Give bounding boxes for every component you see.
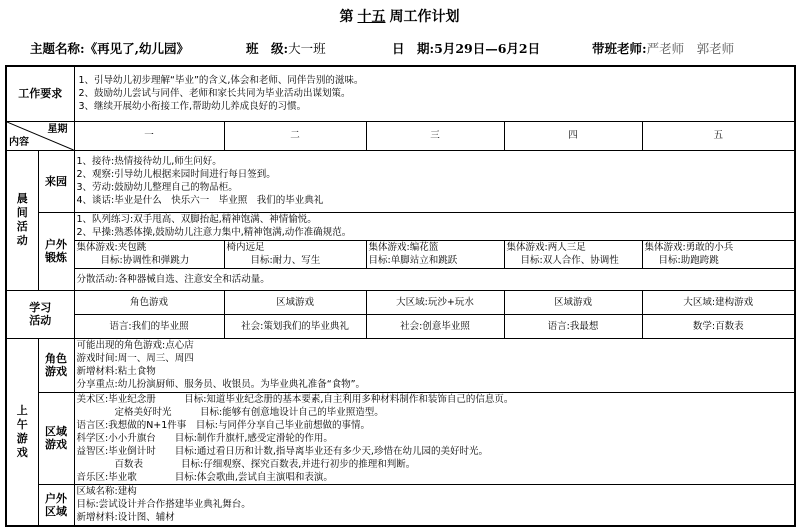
list-item: 定格美好时光 目标:能够有创意地设计自己的毕业照造型。 (76, 406, 384, 418)
list-item: 新增材料:粘土食物 (76, 366, 156, 377)
game-fri: 集体游戏:勇敢的小兵 目标:助跑跨跳 (642, 240, 795, 268)
list-item: 2、观察:引导幼儿根据来园时间进行每日签到。 (76, 169, 276, 180)
list-item: 2、早操:熟悉体操,鼓励幼儿注意力集中,精神饱满,动作准确规范。 (76, 227, 352, 238)
study-row-1 (6, 290, 795, 314)
work-req-row (6, 66, 795, 121)
arrival-label: 来园 (38, 150, 74, 212)
role-content (74, 338, 795, 392)
list-item: 2、鼓励幼儿尝试与同伴、老师和家长共同为毕业活动出谋划策。 (78, 88, 351, 100)
day-thu: 四 (504, 121, 642, 150)
game-wed: 集体游戏:编花篮 目标:单脚站立和跳跃 (366, 240, 504, 268)
outdoor-games-row (6, 240, 795, 268)
day-mon: 一 (74, 121, 224, 150)
weekday-corner: 星期 内容 (6, 121, 74, 150)
outdoor-content (74, 212, 795, 240)
list-item: 美术区:毕业纪念册 目标:知道毕业纪念册的基本要素,自主利用多种材料制作和装饰自己的信息页。 (76, 393, 514, 405)
outdoor-area-row (6, 484, 795, 526)
list-item: 1、接待:热情接待幼儿,师生问好。 (76, 156, 222, 167)
game-mon: 集体游戏:夹包跳 目标:协调性和弹跳力 (74, 240, 224, 268)
scatter-row (6, 268, 795, 290)
outdoor-row-1 (6, 212, 795, 240)
list-item: 目标:尝试设计并合作搭建毕业典礼舞台。 (76, 499, 251, 511)
list-item: 新增材料:设计图、辅材 (76, 512, 175, 524)
list-item: 游戏时间:周一、周三、周四 (76, 353, 194, 364)
role-game-row (6, 338, 795, 392)
list-item: 1、队列练习:双手甩高、双脚抬起,精神饱满、神情愉悦。 (76, 214, 317, 225)
work-req-label: 工作要求 (6, 66, 74, 121)
list-item: 3、劳动:鼓励幼儿整理自己的物品柜。 (76, 182, 238, 193)
arrival-content (74, 150, 795, 212)
list-item: 语言区:我想做的N+1件事 目标:与同伴分享自己毕业前想做的事情。 (76, 419, 371, 431)
area-game-row (6, 392, 795, 484)
day-tue: 二 (224, 121, 366, 150)
forenoon-label: 上 午 游 戏 (6, 338, 38, 526)
day-fri: 五 (642, 121, 795, 150)
morning-label: 晨 间 活 动 (6, 150, 38, 290)
study-cell: 语言:我最想 (504, 314, 642, 338)
study-cell: 区域游戏 (504, 290, 642, 314)
list-item: 分享重点:幼儿扮演厨师、服务员、收银员。为毕业典礼准备“食物”。 (76, 379, 366, 390)
list-item: 可能出现的角色游戏:点心店 (76, 340, 194, 351)
game-thu: 集体游戏:两人三足 目标:双人合作、协调性 (504, 240, 642, 268)
study-label: 学习 活动 (6, 290, 74, 338)
study-row-2 (6, 314, 795, 338)
list-item: 区域名称:建构 (76, 486, 137, 498)
list-item: 益智区:毕业倒计时 目标:通过看日历和计数,指导离毕业还有多少天,珍惜在幼儿园的美好时光。 (76, 445, 488, 457)
page-title: 第 十五 周工作计划 (339, 9, 460, 25)
outdoor-area-content (74, 484, 795, 526)
study-cell: 区域游戏 (224, 290, 366, 314)
study-cell: 大区域:玩沙+玩水 (366, 290, 504, 314)
role-label: 角色 游戏 (38, 338, 74, 392)
scatter-activity: 分散活动:各种器械自选、注意安全和活动量。 (74, 268, 795, 290)
list-item: 4、谈话:毕业是什么 快乐六一 毕业照 我们的毕业典礼 (76, 195, 324, 206)
date-field: 日 期:5月29日—6月2日 (392, 41, 541, 56)
list-item: 3、继续开展幼小衔接工作,帮助幼儿养成良好的习惯。 (78, 101, 307, 113)
study-cell: 社会:创意毕业照 (366, 314, 504, 338)
study-cell: 角色游戏 (74, 290, 224, 314)
area-content (74, 392, 795, 484)
theme-field: 主题名称:《再见了,幼儿园》 (30, 41, 189, 56)
class-field: 班 级:大一班 (246, 41, 326, 56)
outdoor-area-label: 户外 区域 (38, 484, 74, 526)
study-cell: 数学:百数表 (642, 314, 795, 338)
list-item: 百数表 目标:仔细观察、探究百数表,并进行初步的推理和判断。 (76, 458, 416, 470)
day-wed: 三 (366, 121, 504, 150)
list-item: 科学区:小小升旗台 目标:制作升旗杆,感受定滑轮的作用。 (76, 432, 333, 444)
list-item: 音乐区:毕业歌 目标:体会歌曲,尝试自主演唱和表演。 (76, 471, 333, 483)
weekday-row (6, 121, 795, 150)
work-req-content (74, 66, 795, 121)
plan-table (5, 65, 796, 527)
study-cell: 社会:策划我们的毕业典礼 (224, 314, 366, 338)
game-tue: 椅内远足 目标:耐力、写生 (224, 240, 366, 268)
teacher-field: 带班老师:严老师 郭老师 (592, 41, 735, 56)
outdoor-label: 户外 锻炼 (38, 212, 74, 290)
list-item: 1、引导幼儿初步理解“毕业”的含义,体会和老师、同伴告别的滋味。 (78, 75, 364, 87)
arrival-row (6, 150, 795, 212)
study-cell: 大区域:建构游戏 (642, 290, 795, 314)
study-cell: 语言:我们的毕业照 (74, 314, 224, 338)
area-label: 区域 游戏 (38, 392, 74, 484)
